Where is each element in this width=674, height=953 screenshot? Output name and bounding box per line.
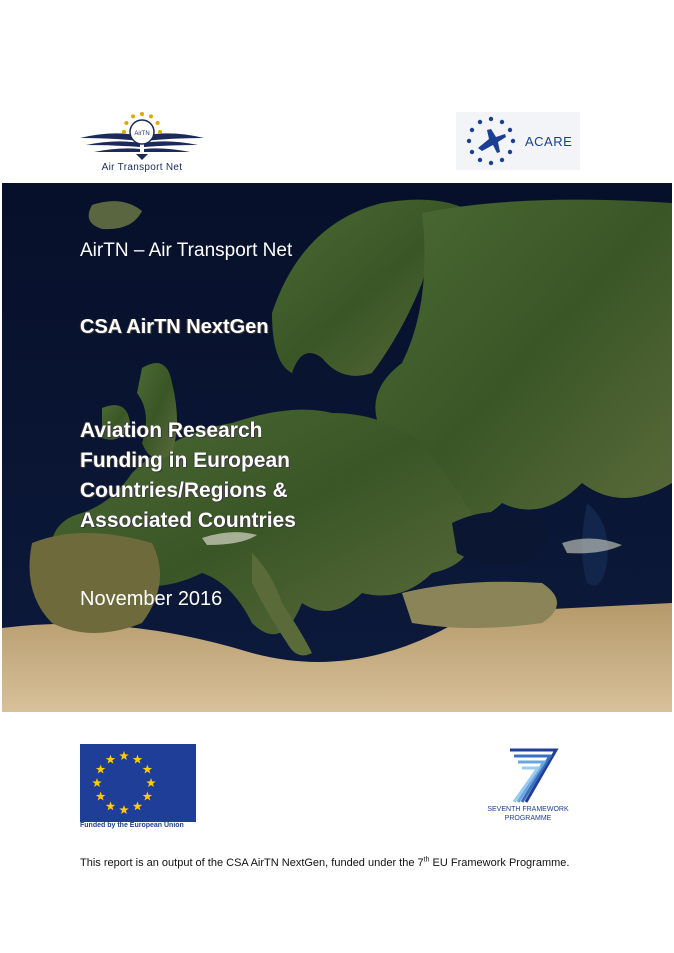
report-title-line: Funding in European xyxy=(80,449,290,472)
acare-logo-label: ACARE xyxy=(525,134,573,149)
eu-funding-caption: Funded by the European Union xyxy=(80,822,184,829)
acare-logo xyxy=(456,112,580,170)
project-name: CSA AirTN NextGen xyxy=(80,316,269,338)
eu-star xyxy=(119,805,129,814)
eu-stars-icon xyxy=(80,744,196,822)
footer-superscript: th xyxy=(423,856,430,864)
footer-text-before: This report is an output of the CSA AirTN NextGen, funded under the 7 xyxy=(80,857,424,869)
report-title xyxy=(80,416,296,536)
winged-emblem-icon xyxy=(74,108,210,164)
eu-star xyxy=(92,778,102,787)
airplane-star-ring-icon xyxy=(456,112,526,170)
eu-star xyxy=(143,765,153,774)
eu-star xyxy=(96,792,106,801)
airtn-logo xyxy=(74,108,210,174)
hero-map-image xyxy=(2,183,672,712)
eu-star xyxy=(119,751,129,760)
eu-star xyxy=(106,755,116,764)
report-title-line: Countries/Regions & xyxy=(80,479,288,502)
eu-flag-logo xyxy=(80,744,196,822)
fp7-logo xyxy=(480,744,576,828)
airtn-logo-label: Air Transport Net xyxy=(101,162,183,173)
fp7-label-line1: SEVENTH FRAMEWORK xyxy=(487,806,569,813)
eu-star xyxy=(133,755,143,764)
report-title-line: Aviation Research xyxy=(80,419,263,442)
eu-star xyxy=(146,778,156,787)
seven-icon xyxy=(480,744,576,806)
eu-star xyxy=(106,801,116,810)
svg-text:AirTN: AirTN xyxy=(134,131,150,137)
series-name: AirTN – Air Transport Net xyxy=(80,240,293,261)
fp7-label-line2: PROGRAMME xyxy=(504,815,552,822)
footer-note xyxy=(80,857,569,869)
footer-text-after: EU Framework Programme. xyxy=(429,857,570,869)
report-title-line: Associated Countries xyxy=(80,509,296,532)
eu-star xyxy=(133,801,143,810)
eu-star xyxy=(96,765,106,774)
eu-star xyxy=(143,792,153,801)
report-date: November 2016 xyxy=(80,588,223,610)
